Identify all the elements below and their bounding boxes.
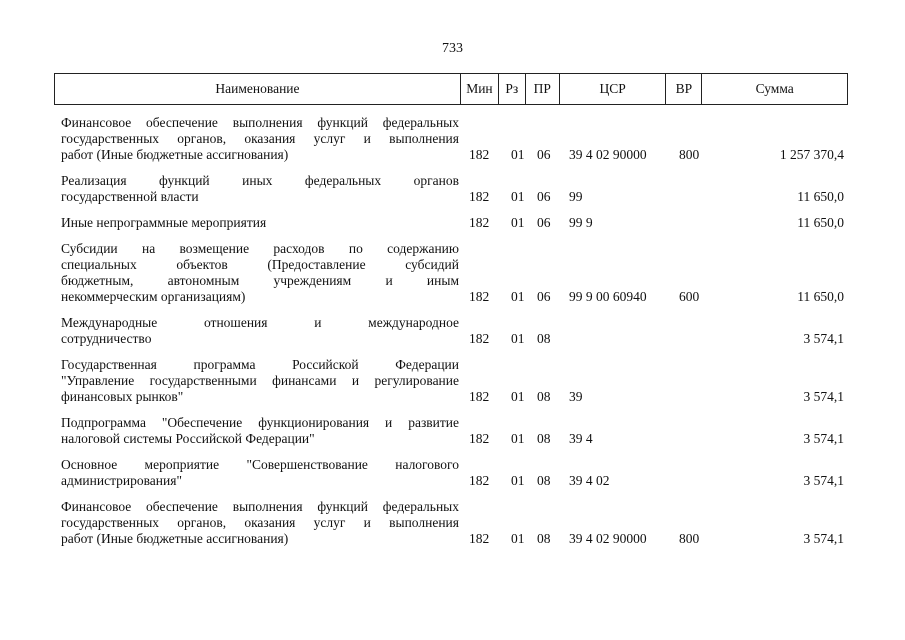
- row-name-line: налоговой системы Российской Федерации": [61, 431, 315, 446]
- cell-csr: 39 4 02: [569, 473, 610, 488]
- cell-pr: 06: [537, 147, 551, 162]
- cell-min: 182: [469, 215, 490, 230]
- row-values: [0, 331, 905, 347]
- cell-pr: 06: [537, 189, 551, 204]
- row-name-line: государственных органов, оказания услуг и выполнения: [61, 131, 459, 146]
- cell-rz: 01: [511, 189, 525, 204]
- header-name: Наименование: [55, 74, 461, 104]
- row-values: [0, 147, 905, 163]
- cell-vr: 600: [679, 289, 700, 304]
- cell-rz: 01: [511, 331, 525, 346]
- cell-min: 182: [469, 473, 490, 488]
- cell-sum: 11 650,0: [797, 289, 844, 304]
- cell-csr: 99: [569, 189, 583, 204]
- row-name-line: Государственная программа Российской Федерации: [61, 357, 459, 372]
- page-number: 733: [442, 41, 463, 56]
- cell-rz: 01: [511, 389, 525, 404]
- cell-rz: 01: [511, 147, 525, 162]
- cell-rz: 01: [511, 431, 525, 446]
- row-name-line: Международные отношения и международное: [61, 315, 459, 330]
- row-values: [0, 289, 905, 305]
- row-values: [0, 215, 905, 231]
- table-row: [0, 241, 905, 305]
- table-header: [54, 73, 848, 105]
- table-row: [0, 115, 905, 163]
- row-name-line: Финансовое обеспечение выполнения функций федеральных: [61, 499, 459, 514]
- cell-min: 182: [469, 431, 490, 446]
- row-name-line: государственных органов, оказания услуг и выполнения: [61, 515, 459, 530]
- cell-sum: 11 650,0: [797, 189, 844, 204]
- cell-sum: 3 574,1: [803, 473, 844, 488]
- row-values: [0, 531, 905, 547]
- table-row: [0, 415, 905, 447]
- row-name-line: Основное мероприятие "Совершенствование налогового: [61, 457, 459, 472]
- cell-pr: 08: [537, 531, 551, 546]
- cell-rz: 01: [511, 531, 525, 546]
- row-name-line: специальных объектов (Предоставление субсидий: [61, 257, 459, 272]
- cell-min: 182: [469, 331, 490, 346]
- header-csr: ЦСР: [560, 74, 667, 104]
- cell-min: 182: [469, 189, 490, 204]
- table-row: [0, 215, 905, 231]
- cell-sum: 1 257 370,4: [779, 147, 844, 162]
- cell-csr: 99 9 00 60940: [569, 289, 647, 304]
- cell-pr: 08: [537, 331, 551, 346]
- table-row: [0, 499, 905, 547]
- cell-min: 182: [469, 147, 490, 162]
- row-name-line: Иные непрограммные мероприятия: [61, 215, 267, 230]
- table-row: [0, 173, 905, 205]
- table-row: [0, 315, 905, 347]
- row-name-line: Подпрограмма "Обеспечение функционирования и развитие: [61, 415, 459, 430]
- row-name-line: Финансовое обеспечение выполнения функций федеральных: [61, 115, 459, 130]
- cell-min: 182: [469, 389, 490, 404]
- header-sum: Сумма: [755, 81, 794, 96]
- cell-rz: 01: [511, 215, 525, 230]
- cell-csr: 39 4 02 90000: [569, 531, 647, 546]
- row-name-line: Реализация функций иных федеральных органов: [61, 173, 459, 188]
- cell-csr: 39: [569, 389, 583, 404]
- row-name-line: финансовых рынков": [61, 389, 184, 404]
- cell-vr: 800: [679, 531, 700, 546]
- row-name-line: работ (Иные бюджетные ассигнования): [61, 147, 289, 162]
- cell-csr: 99 9: [569, 215, 593, 230]
- cell-pr: 08: [537, 389, 551, 404]
- cell-pr: 06: [537, 289, 551, 304]
- row-values: [0, 473, 905, 489]
- cell-sum: 3 574,1: [803, 431, 844, 446]
- cell-sum: 11 650,0: [797, 215, 844, 230]
- row-name-line: государственной власти: [61, 189, 199, 204]
- cell-sum: 3 574,1: [803, 389, 844, 404]
- cell-rz: 01: [511, 289, 525, 304]
- header-min: Мин: [461, 74, 499, 104]
- header-rz: Рз: [499, 74, 526, 104]
- row-name-line: администрирования": [61, 473, 182, 488]
- cell-min: 182: [469, 289, 490, 304]
- cell-sum: 3 574,1: [803, 331, 844, 346]
- cell-min: 182: [469, 531, 490, 546]
- row-values: [0, 431, 905, 447]
- cell-pr: 08: [537, 473, 551, 488]
- header-pr: ПР: [526, 74, 560, 104]
- cell-pr: 06: [537, 215, 551, 230]
- table-row: [0, 357, 905, 405]
- row-values: [0, 389, 905, 405]
- table-row: [0, 457, 905, 489]
- cell-rz: 01: [511, 473, 525, 488]
- cell-vr: 800: [679, 147, 700, 162]
- row-name-line: сотрудничество: [61, 331, 152, 346]
- row-values: [0, 189, 905, 205]
- header-vr: ВР: [666, 74, 702, 104]
- cell-csr: 39 4 02 90000: [569, 147, 647, 162]
- row-name-line: бюджетным, автономным учреждениям и иным: [61, 273, 459, 288]
- cell-csr: 39 4: [569, 431, 593, 446]
- row-name-line: некоммерческим организациям): [61, 289, 246, 304]
- row-name-line: работ (Иные бюджетные ассигнования): [61, 531, 289, 546]
- cell-sum: 3 574,1: [803, 531, 844, 546]
- row-name-line: "Управление государственными финансами и регулирование: [61, 373, 459, 388]
- table-body: [0, 115, 905, 557]
- cell-pr: 08: [537, 431, 551, 446]
- row-name-line: Субсидии на возмещение расходов по содержанию: [61, 241, 459, 256]
